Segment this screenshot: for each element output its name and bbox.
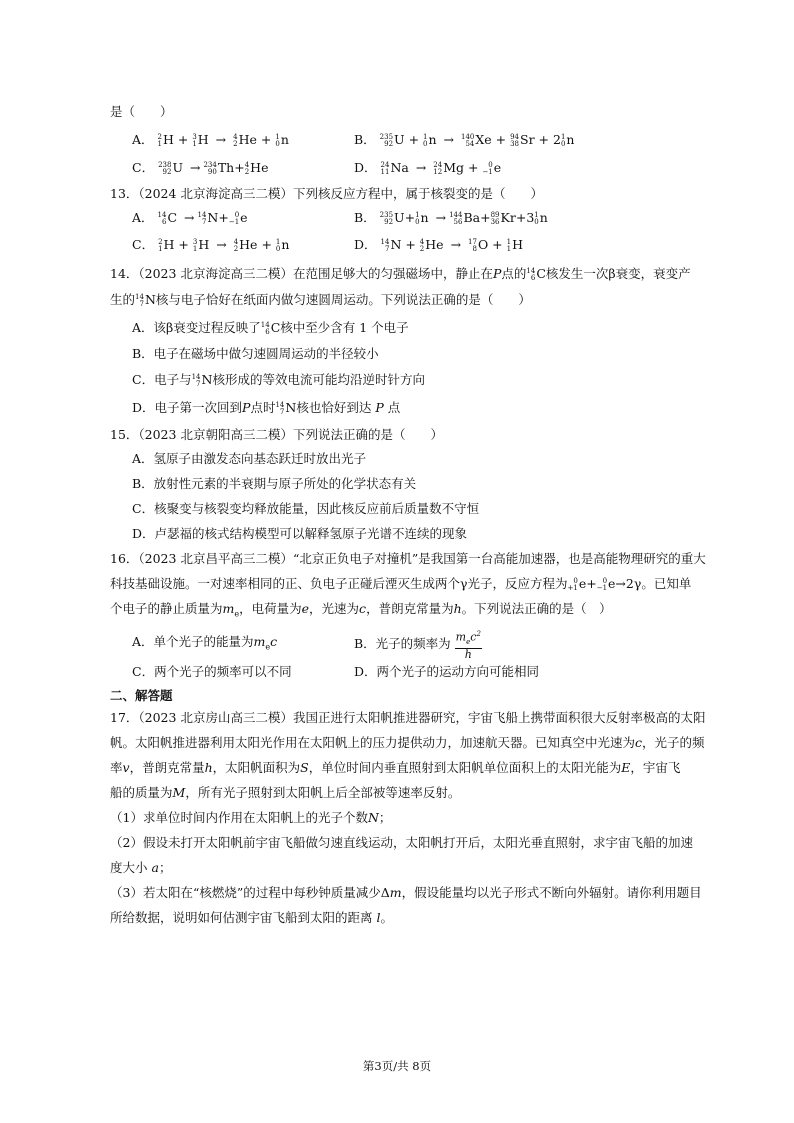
fraction: $\frac{m_ec^2}{h}$ (455, 630, 481, 661)
q14-option-d: D．电子第一次回到P点时 14 7 N核也恰好到达 P 点 (132, 400, 401, 416)
q17-stem-line3: 率v，普朗克常量h，太阳帆面积为S，单位时间内垂直照射到太阳帆单位面积上的太阳光能为E，宇宙飞 (110, 760, 681, 775)
arrow-icon: → (189, 160, 201, 175)
q14-option-b: B．电子在磁场中做匀速圆周运动的半径较小 (132, 346, 379, 361)
arrow-icon: → (215, 132, 227, 147)
arrow-icon: → (435, 210, 447, 225)
q16-option-d: D．两个光子的运动方向可能相同 (354, 664, 540, 679)
arrow-icon: → (184, 210, 195, 225)
q13-stem: 13．（2024 北京海淀高三二模）下列核反应方程中，属于核裂变的是（ ） (110, 186, 543, 201)
arrow-icon: → (415, 160, 427, 175)
q16-stem-line1: 16．（2023 北京昌平高三二模）“北京正负电子对撞机”是我国第一台高能加速器，也是高能物理研究的重大 (110, 551, 706, 566)
q17-part3-line2: 所给数据，说明如何估测宇宙飞船到太阳的距离 l。 (110, 910, 394, 925)
q17-part1: （1）求单位时间内作用在太阳帆上的光子个数N； (110, 810, 392, 825)
q16-option-b: B．光子的频率为 $\frac{m_ec^2}{h}$ (354, 630, 481, 661)
q14-stem-line1: 14．（2023 北京海淀高三二模）在范围足够大的匀强磁场中，静止在P点的 14 6 C核发生一次β衰变，衰变产 (110, 266, 691, 282)
q15-option-a: A．氢原子由激发态向基态跃迁时放出光子 (132, 451, 367, 466)
arrow-icon: → (443, 132, 455, 147)
page-footer: 第3页/共 8页 (362, 1059, 432, 1073)
q12-option-b: B． 235 92 U + 1 0 n → 140 54 Xe + 94 38 Sr + 2 1 0 n (354, 132, 575, 148)
q14-stem-line2: 生的 14 7 N核与电子恰好在纸面内做匀速圆周运动。下列说法正确的是（ ） (110, 292, 531, 308)
q15-stem: 15．（2023 北京朝阳高三二模）下列说法正确的是（ ） (110, 427, 443, 442)
q13-option-c: C． 2 1 H + 3 1 H → 4 2 He + 1 0 n (132, 237, 290, 253)
arrow-icon: → (450, 237, 462, 252)
q17-stem-line4: 船的质量为M，所有光子照射到太阳帆上后全部被等速率反射。 (110, 785, 461, 800)
section-heading: 二、解答题 (110, 688, 173, 703)
q14-option-c: C．电子与 14 7 N核形成的等效电流可能均沿逆时针方向 (132, 372, 425, 388)
q16-stem-line3: 个电子的静止质量为$m_e$，电荷量为e，光速为c，普朗克常量为h。下列说法正确的是（ ） (110, 601, 612, 619)
q12-option-a: A． 2 1 H + 3 1 H → 4 2 He + 1 0 n (132, 132, 289, 148)
q13-option-a: A． 14 6 C → 14 7 N+ 0 −1 e (132, 210, 248, 226)
q16-stem-line2: 科技基础设施。一对速率相同的正、负电子正碰后湮灭生成两个γ光子，反应方程为 0 +1 e+ 0 −1 e→2γ。已知单 (110, 576, 692, 592)
q14-option-a: A．该β衰变过程反映了 14 6 C核中至少含有 1 个电子 (132, 320, 409, 336)
arrow-icon: → (216, 237, 227, 252)
q17-part2-line1: （2）假设未打开太阳帆前宇宙飞船做匀速直线运动，太阳帆打开后，太阳光垂直照射，求宇宙飞船的加速 (110, 835, 693, 850)
q15-option-d: D．卢瑟福的核式结构模型可以解释氢原子光谱不连续的现象 (132, 526, 468, 541)
q16-option-a: A．单个光子的能量为$m_ec$ (132, 634, 278, 652)
continuation-text: 是（ ） (110, 104, 173, 119)
q17-part3-line1: （3）若太阳在“核燃烧”的过程中每秒钟质量减少Δm，假设能量均以光子形式不断向外辐射。请你利用题目 (110, 885, 702, 900)
q13-option-b: B． 235 92 U+ 1 0 n → 144 56 Ba+ 89 36 Kr+3 1 0 n (354, 210, 548, 226)
q17-stem-line2: 帆。太阳帆推进器利用太阳光作用在太阳帆上的压力提供动力，加速航天器。已知真空中光速为c，光子的频 (110, 735, 705, 750)
q13-option-d: D． 14 7 N + 4 2 He → 17 8 O + 1 1 H (354, 237, 523, 253)
q15-option-c: C．核聚变与核裂变均释放能量，因此核反应前后质量数不守恒 (132, 501, 480, 516)
q15-option-b: B．放射性元素的半衰期与原子所处的化学状态有关 (132, 476, 417, 491)
q17-stem-line1: 17．（2023 北京房山高三二模）我国正进行太阳帆推进器研究，宇宙飞船上携带面积很大反射率极高的太阳 (110, 710, 706, 725)
q12-option-d: D． 24 11 Na → 24 12 Mg + 0 −1 e (354, 160, 502, 176)
q12-option-c: C． 238 92 U → 234 90 Th+ 4 2 He (132, 160, 269, 176)
q17-part2-line2: 度大小 a； (110, 860, 172, 875)
q16-option-c: C．两个光子的频率可以不同 (132, 664, 292, 679)
